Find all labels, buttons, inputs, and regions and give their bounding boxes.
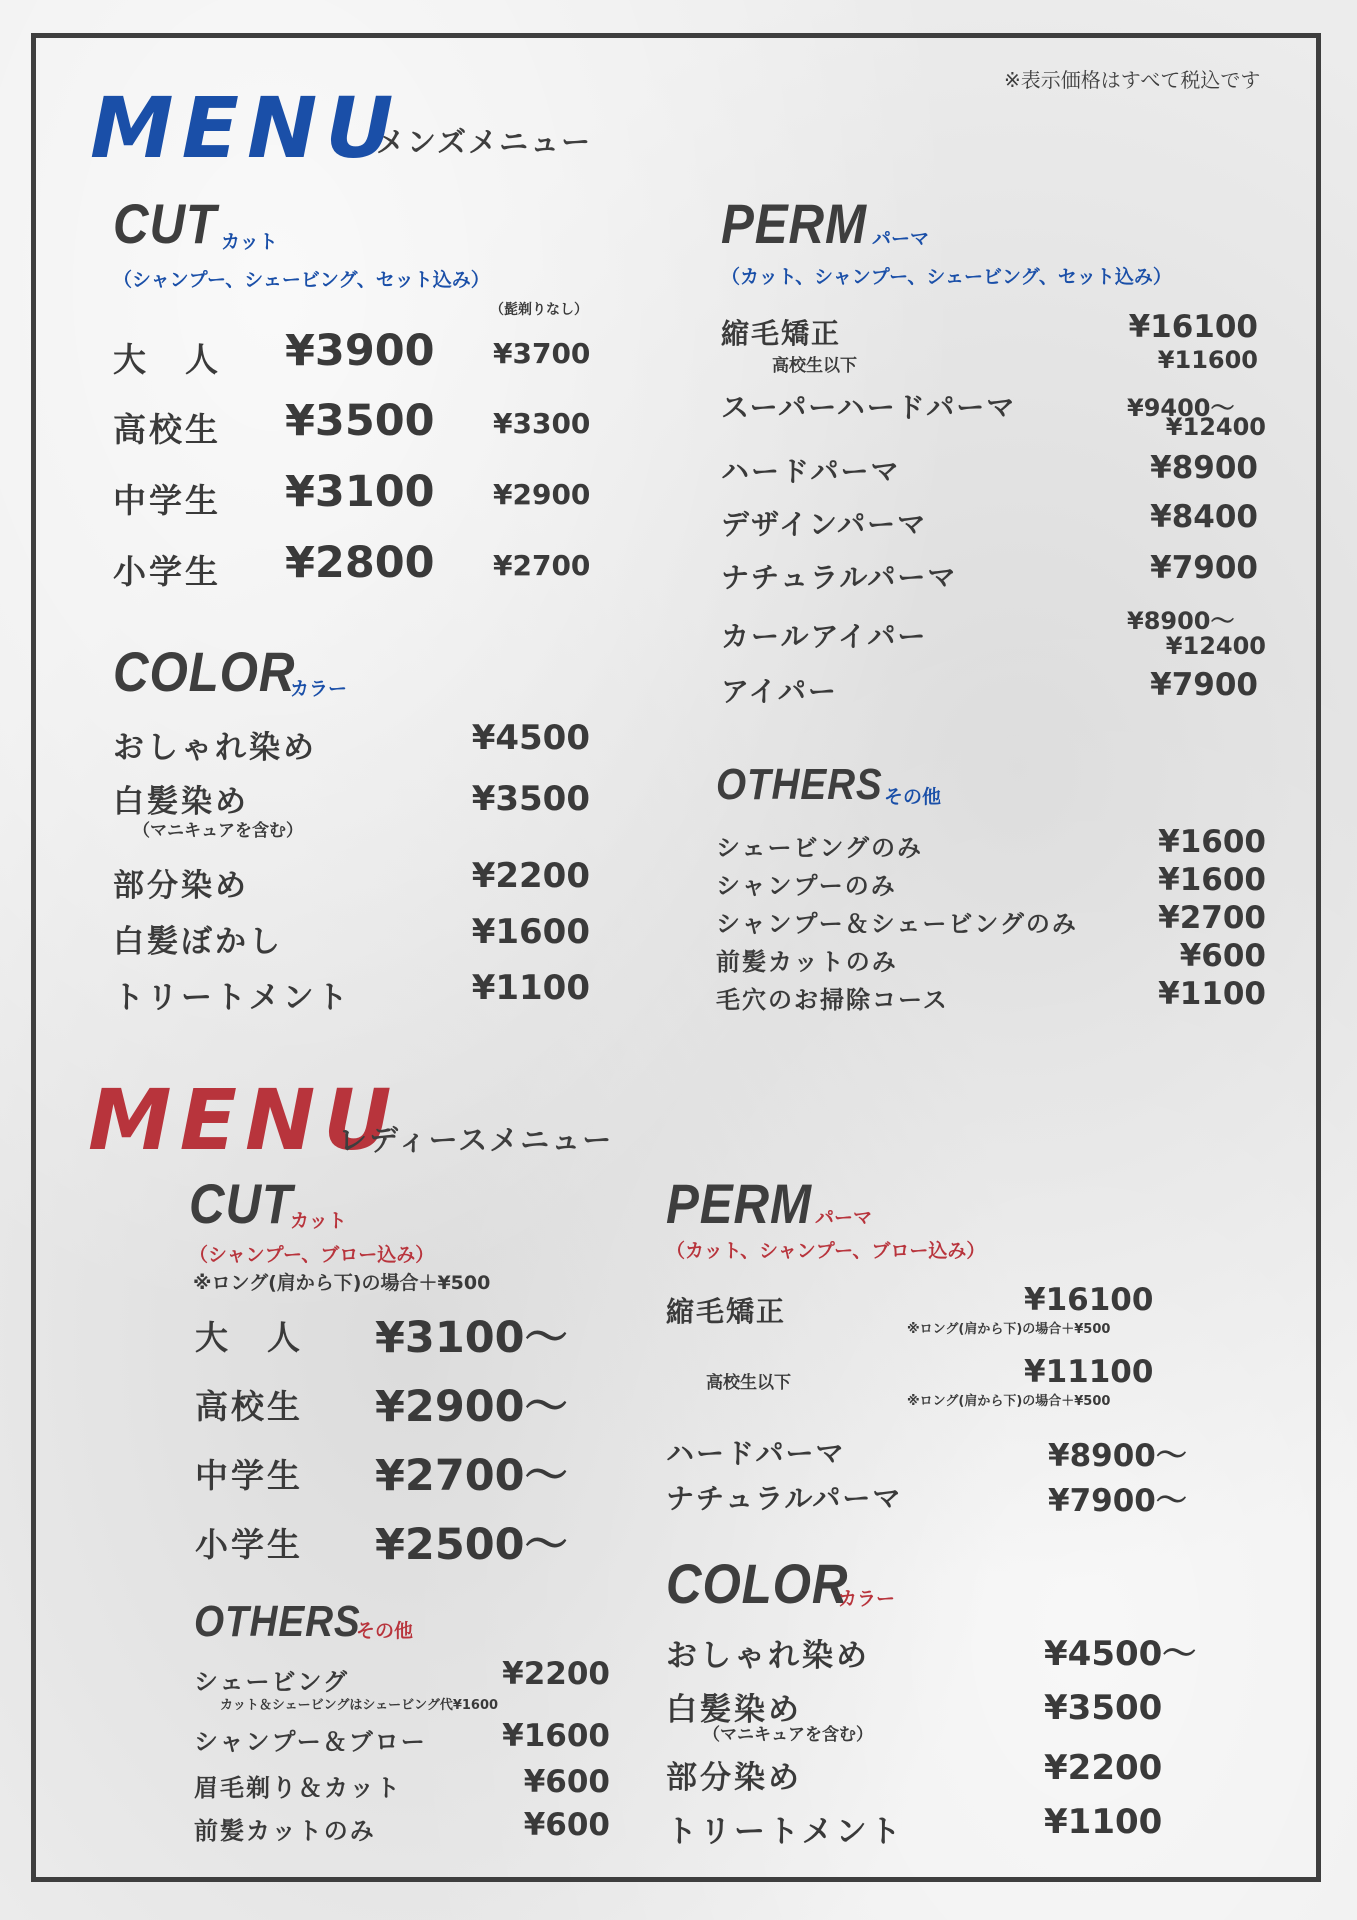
mens-cut-title-jp: カット: [221, 231, 278, 253]
mens-color-title-jp: カラー: [290, 678, 348, 700]
mens-color-price-bubun: ¥2200: [471, 856, 590, 896]
mens-perm-price-hard: ¥8900: [1150, 450, 1258, 486]
ladies-perm-price-natural: ¥7900～: [1048, 1483, 1187, 1519]
mens-perm-title: PERM: [721, 192, 867, 255]
ladies-perm-title-jp: パーマ: [815, 1207, 873, 1229]
mens-perm-price-superhard-from: ¥9400～: [1127, 394, 1235, 422]
mens-perm-label-natural: ナチュラルパーマ: [721, 561, 958, 594]
ladies-others-label-shampoo-blow: シャンプー＆ブロー: [194, 1728, 427, 1756]
ladies-cut-long-note: ※ロング(肩から下)の場合＋¥500: [193, 1272, 491, 1294]
mens-cut-title: CUT: [113, 192, 217, 255]
ladies-others-label-bangs: 前髪カットのみ: [194, 1817, 376, 1845]
mens-perm-price-design: ¥8400: [1150, 499, 1258, 535]
mens-perm-label-curl: カールアイパー: [721, 620, 928, 653]
ladies-color-price-bubun: ¥2200: [1044, 1748, 1163, 1788]
mens-cut-col-note: （髭剃りなし）: [490, 302, 588, 318]
ladies-color-price-shiraga: ¥3500: [1044, 1688, 1163, 1728]
ladies-others-sub-shaving: カット＆シェービングはシェービング代¥1600: [220, 1698, 499, 1713]
mens-others-label-bangs: 前髪カットのみ: [716, 948, 898, 976]
mens-menu-subtitle: メンズメニュー: [376, 125, 593, 159]
mens-perm-subprice-shukumo: ¥11600: [1157, 346, 1258, 374]
mens-cut-price2-middleschool: ¥2900: [493, 478, 591, 511]
mens-perm-price-superhard-to: ¥12400: [1165, 413, 1266, 441]
mens-menu-title: MENU: [90, 79, 402, 177]
mens-cut-price-adult: ¥3900: [285, 326, 435, 376]
mens-perm-label-ipa: アイパー: [721, 675, 838, 708]
mens-color-label-shiraga: 白髪染め: [113, 784, 249, 820]
ladies-perm-label-shukumo: 縮毛矯正: [666, 1295, 787, 1328]
ladies-color-price-oshare: ¥4500～: [1044, 1634, 1197, 1674]
ladies-color-label-treatment: トリートメント: [666, 1814, 904, 1850]
mens-perm-label-design: デザインパーマ: [721, 508, 928, 541]
mens-color-title: COLOR: [113, 640, 296, 703]
ladies-color-price-treatment: ¥1100: [1044, 1802, 1163, 1842]
mens-others-title-jp: その他: [884, 786, 942, 808]
ladies-perm-title: PERM: [666, 1172, 812, 1235]
mens-perm-note: （カット、シャンプー、シェービング、セット込み）: [721, 266, 1172, 288]
mens-perm-price-natural: ¥7900: [1150, 550, 1258, 586]
ladies-color-label-oshare: おしゃれ染め: [666, 1638, 870, 1674]
mens-color-label-treatment: トリートメント: [113, 980, 351, 1016]
ladies-cut-price-adult: ¥3100～: [375, 1313, 568, 1363]
ladies-cut-title-jp: カット: [290, 1210, 347, 1232]
mens-color-label-oshare: おしゃれ染め: [113, 730, 317, 766]
ladies-others-title: OTHERS: [194, 1597, 361, 1646]
mens-perm-price-curl-from: ¥8900～: [1127, 607, 1235, 635]
ladies-perm-longnote-shukumo-hs: ※ロング(肩から下)の場合＋¥500: [907, 1394, 1111, 1409]
ladies-perm-label-natural: ナチュラルパーマ: [666, 1482, 903, 1515]
mens-color-price-treatment: ¥1100: [471, 968, 590, 1008]
ladies-others-price-shampoo-blow: ¥1600: [502, 1718, 610, 1754]
mens-others-price-bangs: ¥600: [1179, 938, 1266, 974]
mens-others-title: OTHERS: [716, 760, 883, 809]
mens-others-label-pore: 毛穴のお掃除コース: [716, 986, 949, 1014]
ladies-menu-title: MENU: [88, 1071, 400, 1169]
mens-others-price-shaving: ¥1600: [1158, 824, 1266, 860]
mens-color-label-bubun: 部分染め: [113, 868, 249, 904]
ladies-cut-price-elementary: ¥2500～: [375, 1520, 568, 1570]
ladies-color-title: COLOR: [666, 1552, 849, 1615]
ladies-color-label-shiraga: 白髪染め: [666, 1692, 802, 1728]
ladies-color-sub-shiraga: （マニキュアを含む）: [703, 1725, 873, 1745]
mens-others-price-shampoo: ¥1600: [1158, 862, 1266, 898]
ladies-others-price-bangs: ¥600: [523, 1807, 610, 1843]
mens-cut-price-elementary: ¥2800: [285, 538, 435, 588]
mens-others-label-shaving: シェービングのみ: [716, 834, 924, 862]
mens-cut-price2-elementary: ¥2700: [493, 549, 591, 582]
mens-perm-title-jp: パーマ: [872, 228, 930, 250]
ladies-cut-label-elementary: 小学生: [195, 1525, 303, 1564]
mens-others-price-pore: ¥1100: [1158, 976, 1266, 1012]
ladies-others-price-shaving: ¥2200: [502, 1656, 610, 1692]
mens-color-sub-shiraga: （マニキュアを含む）: [133, 821, 303, 841]
mens-perm-label-hard: ハードパーマ: [721, 455, 901, 488]
mens-perm-label-shukumo: 縮毛矯正: [721, 317, 842, 350]
tax-note: ※表示価格はすべて税込です: [1004, 68, 1261, 92]
ladies-cut-title: CUT: [189, 1172, 293, 1235]
mens-perm-price-shukumo: ¥16100: [1128, 309, 1258, 345]
mens-cut-label-elementary: 小学生: [113, 552, 221, 591]
mens-perm-price-curl-to: ¥12400: [1165, 632, 1266, 660]
mens-color-price-shiraga: ¥3500: [471, 779, 590, 819]
ladies-perm-price-shukumo-hs: ¥11100: [1024, 1354, 1154, 1390]
ladies-others-label-eyebrow: 眉毛剃り＆カット: [194, 1774, 402, 1802]
mens-cut-label-adult: 大 人: [113, 340, 221, 379]
mens-cut-label-highschool: 高校生: [113, 410, 221, 449]
ladies-cut-label-middleschool: 中学生: [195, 1456, 303, 1495]
mens-cut-price2-adult: ¥3700: [493, 337, 591, 370]
ladies-perm-longnote-shukumo: ※ロング(肩から下)の場合＋¥500: [907, 1322, 1111, 1337]
ladies-perm-price-shukumo: ¥16100: [1024, 1282, 1154, 1318]
ladies-cut-note: （シャンプー、ブロー込み）: [189, 1244, 435, 1266]
ladies-others-price-eyebrow: ¥600: [523, 1764, 610, 1800]
ladies-menu-subtitle: レディースメニュー: [338, 1123, 614, 1157]
mens-perm-label-superhard: スーパーハードパーマ: [721, 391, 1017, 424]
mens-color-label-bokashi: 白髪ぼかし: [113, 924, 283, 960]
ladies-others-label-shaving: シェービング: [194, 1668, 350, 1696]
mens-cut-price-middleschool: ¥3100: [285, 467, 435, 517]
mens-cut-label-middleschool: 中学生: [113, 481, 221, 520]
ladies-cut-label-adult: 大 人: [195, 1318, 303, 1357]
ladies-others-title-jp: その他: [356, 1620, 414, 1642]
mens-perm-price-ipa: ¥7900: [1150, 667, 1258, 703]
mens-others-label-shampoo-shaving: シャンプー＆シェービングのみ: [716, 910, 1078, 938]
ladies-cut-price-middleschool: ¥2700～: [375, 1451, 568, 1501]
mens-perm-sublabel-shukumo: 高校生以下: [772, 356, 857, 376]
ladies-perm-price-hard: ¥8900～: [1048, 1438, 1187, 1474]
ladies-perm-label-shukumo-hs: 高校生以下: [706, 1373, 791, 1393]
ladies-color-label-bubun: 部分染め: [666, 1760, 802, 1796]
ladies-cut-label-highschool: 高校生: [195, 1387, 303, 1426]
mens-cut-price-highschool: ¥3500: [285, 396, 435, 446]
mens-others-label-shampoo: シャンプーのみ: [716, 872, 897, 900]
ladies-perm-label-hard: ハードパーマ: [666, 1437, 846, 1470]
ladies-color-title-jp: カラー: [838, 1588, 896, 1610]
ladies-perm-note: （カット、シャンプー、ブロー込み）: [666, 1240, 986, 1262]
ladies-cut-price-highschool: ¥2900～: [375, 1382, 568, 1432]
mens-others-price-shampoo-shaving: ¥2700: [1158, 900, 1266, 936]
mens-color-price-oshare: ¥4500: [471, 718, 590, 758]
mens-color-price-bokashi: ¥1600: [471, 912, 590, 952]
mens-cut-note: （シャンプー、シェービング、セット込み）: [113, 269, 490, 291]
mens-cut-price2-highschool: ¥3300: [493, 407, 591, 440]
